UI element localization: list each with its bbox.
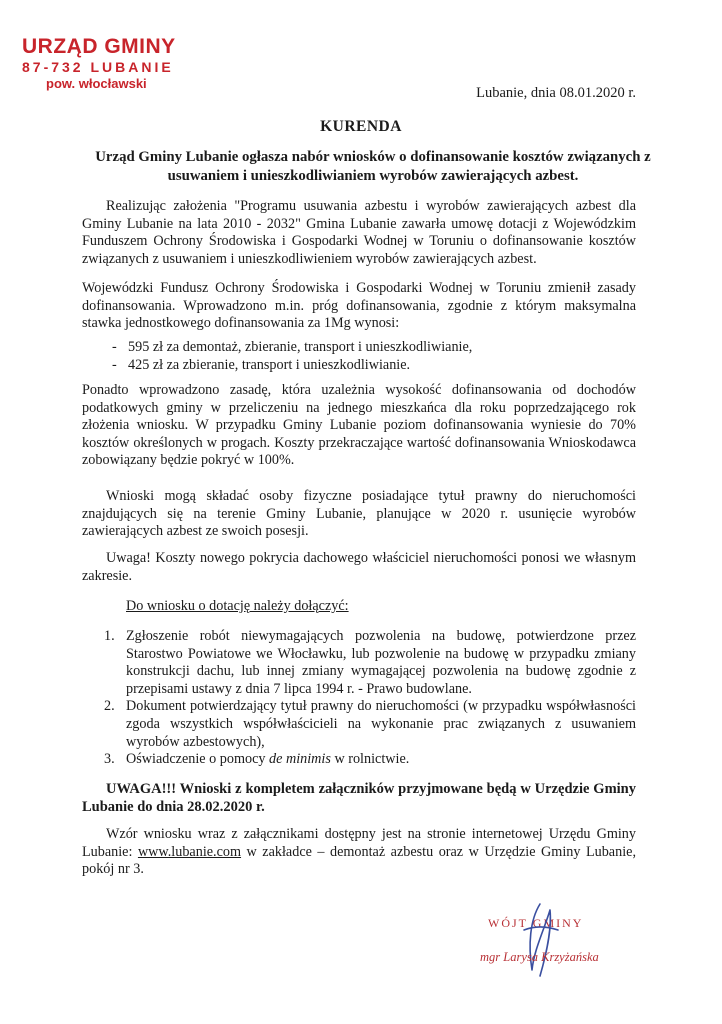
office-stamp <box>22 36 182 91</box>
attachment-text: Oświadczenie o pomocy <box>126 751 270 768</box>
attachment-text: w rolnictwie. <box>330 751 410 768</box>
paragraph-form-availability <box>82 826 636 879</box>
signature-title: WÓJT GMINY <box>488 916 584 930</box>
attachments-heading: Do wniosku o dotację należy dołączyć: <box>126 598 349 614</box>
attachment-item <box>104 751 636 769</box>
document-title: KURENDA <box>320 118 402 135</box>
handwritten-signature <box>510 900 570 980</box>
rate-list-item: - 595 zł za demontaż, zbieranie, transport i unieszkodliwianie, <box>112 339 632 357</box>
paragraph-eligibility: Wnioski mogą składać osoby fizyczne posiadające tytuł prawny do nieruchomości znajdujących się na terenie Gminy Lubanie, planujące w 2020 r. usunięcie wyrobów zawierających azbest ze swoich posesji. <box>82 488 636 540</box>
rate-list <box>112 339 632 374</box>
attachment-item <box>104 698 636 751</box>
closing-text: Wzór wniosku wraz z załącznikami dostępny jest na stronie internetowej Urzędu Gminy Lubanie: <box>82 826 636 860</box>
paragraph-program: Realizując założenia "Programu usuwania azbestu i wyrobów zawierających azbest dla Gminy Lubanie na lata 2010 - 2032" Gmina Lubanie zawarła umowę dotacji z Wojewódzkim Funduszem Ochrony Środowiska i Gospodarki Wodnej w Toruniu o dofinansowanie kosztów związanych z usuwaniem i unieszkodliwieniem wyrobów zawierających azbest. <box>82 198 636 267</box>
attachment-item <box>104 628 636 698</box>
stamp-postal-code: 87-732 LUBANIE <box>22 59 174 75</box>
deadline-notice: UWAGA!!! Wnioski z kompletem załączników przyjmowane będą w Urzędzie Gminy Lubanie do dnia 28.02.2020 r. <box>82 781 636 815</box>
attachment-italic-term: de minimis <box>269 751 331 768</box>
rate-list-item: - 425 zł za zbieranie, transport i unieszkodliwianie. <box>112 357 632 375</box>
website-link[interactable]: www.lubanie.com <box>137 843 242 860</box>
signature-block <box>470 900 660 980</box>
attachment-number: 2. <box>104 698 115 715</box>
stamp-office-name: URZĄD GMINY <box>22 35 176 58</box>
attachments-list <box>104 628 636 769</box>
document-subtitle: Urząd Gminy Lubanie ogłasza nabór wniosków o dofinansowanie kosztów związanych z usuwaniem i unieszkodliwianiem wyrobów zawierających azbest. <box>95 149 651 184</box>
attachment-text: Zgłoszenie robót niewymagających pozwolenia na budowę, potwierdzone przez Starostwo Powiatowe we Włocławku, lub pozwolenie na budowę w przypadku zmiany konstrukcji dachu, lub innej zmiany wymagającej pozwolenia na budowę zgodnie z przepisami ustawy z dnia 7 lipca 1994 r. - Prawo budowlane. <box>126 628 636 697</box>
attachment-number: 3. <box>104 751 115 768</box>
document-date: Lubanie, dnia 08.01.2020 r. <box>476 85 636 101</box>
closing-text: w zakładce – demontaż azbestu oraz w Urzędzie Gminy Lubanie, pokój nr 3. <box>82 843 636 878</box>
attachment-text: Dokument potwierdzający tytuł prawny do nieruchomości (w przypadku współwłasności zgoda wszystkich współwłaścicieli na wykonanie prac związanych z usuwaniem wyrobów azbestowych), <box>126 698 636 750</box>
signatory-name: mgr Larysa Krzyżańska <box>480 950 599 964</box>
attachment-number: 1. <box>104 628 115 644</box>
paragraph-income-rule: Ponadto wprowadzono zasadę, która uzależnia wysokość dofinansowania od dochodów podatkowych gminy w przeliczeniu na jednego mieszkańca dla roku poprzedzającego rok złożenia wniosku. W przypadku Gminy Lubanie poziom dofinansowania wyniesie do 70% kosztów określonych w progach. Koszty przekraczające wartość dofinansowania Wnioskodawca zobowiązany będzie pokryć w 100%. <box>82 382 636 469</box>
stamp-county: pow. włocławski <box>46 76 147 91</box>
paragraph-funding-rules: Wojewódzki Fundusz Ochrony Środowiska i Gospodarki Wodnej w Toruniu zmienił zasady dofinansowania. Wprowadzono m.in. próg dofinansowania, zgodnie z którym maksymalna stawka jednostkowego dofinansowania za 1Mg wynosi: <box>82 280 636 332</box>
paragraph-warning: Uwaga! Koszty nowego pokrycia dachowego właściciel nieruchomości ponosi we własnym zakresie. <box>82 550 636 584</box>
